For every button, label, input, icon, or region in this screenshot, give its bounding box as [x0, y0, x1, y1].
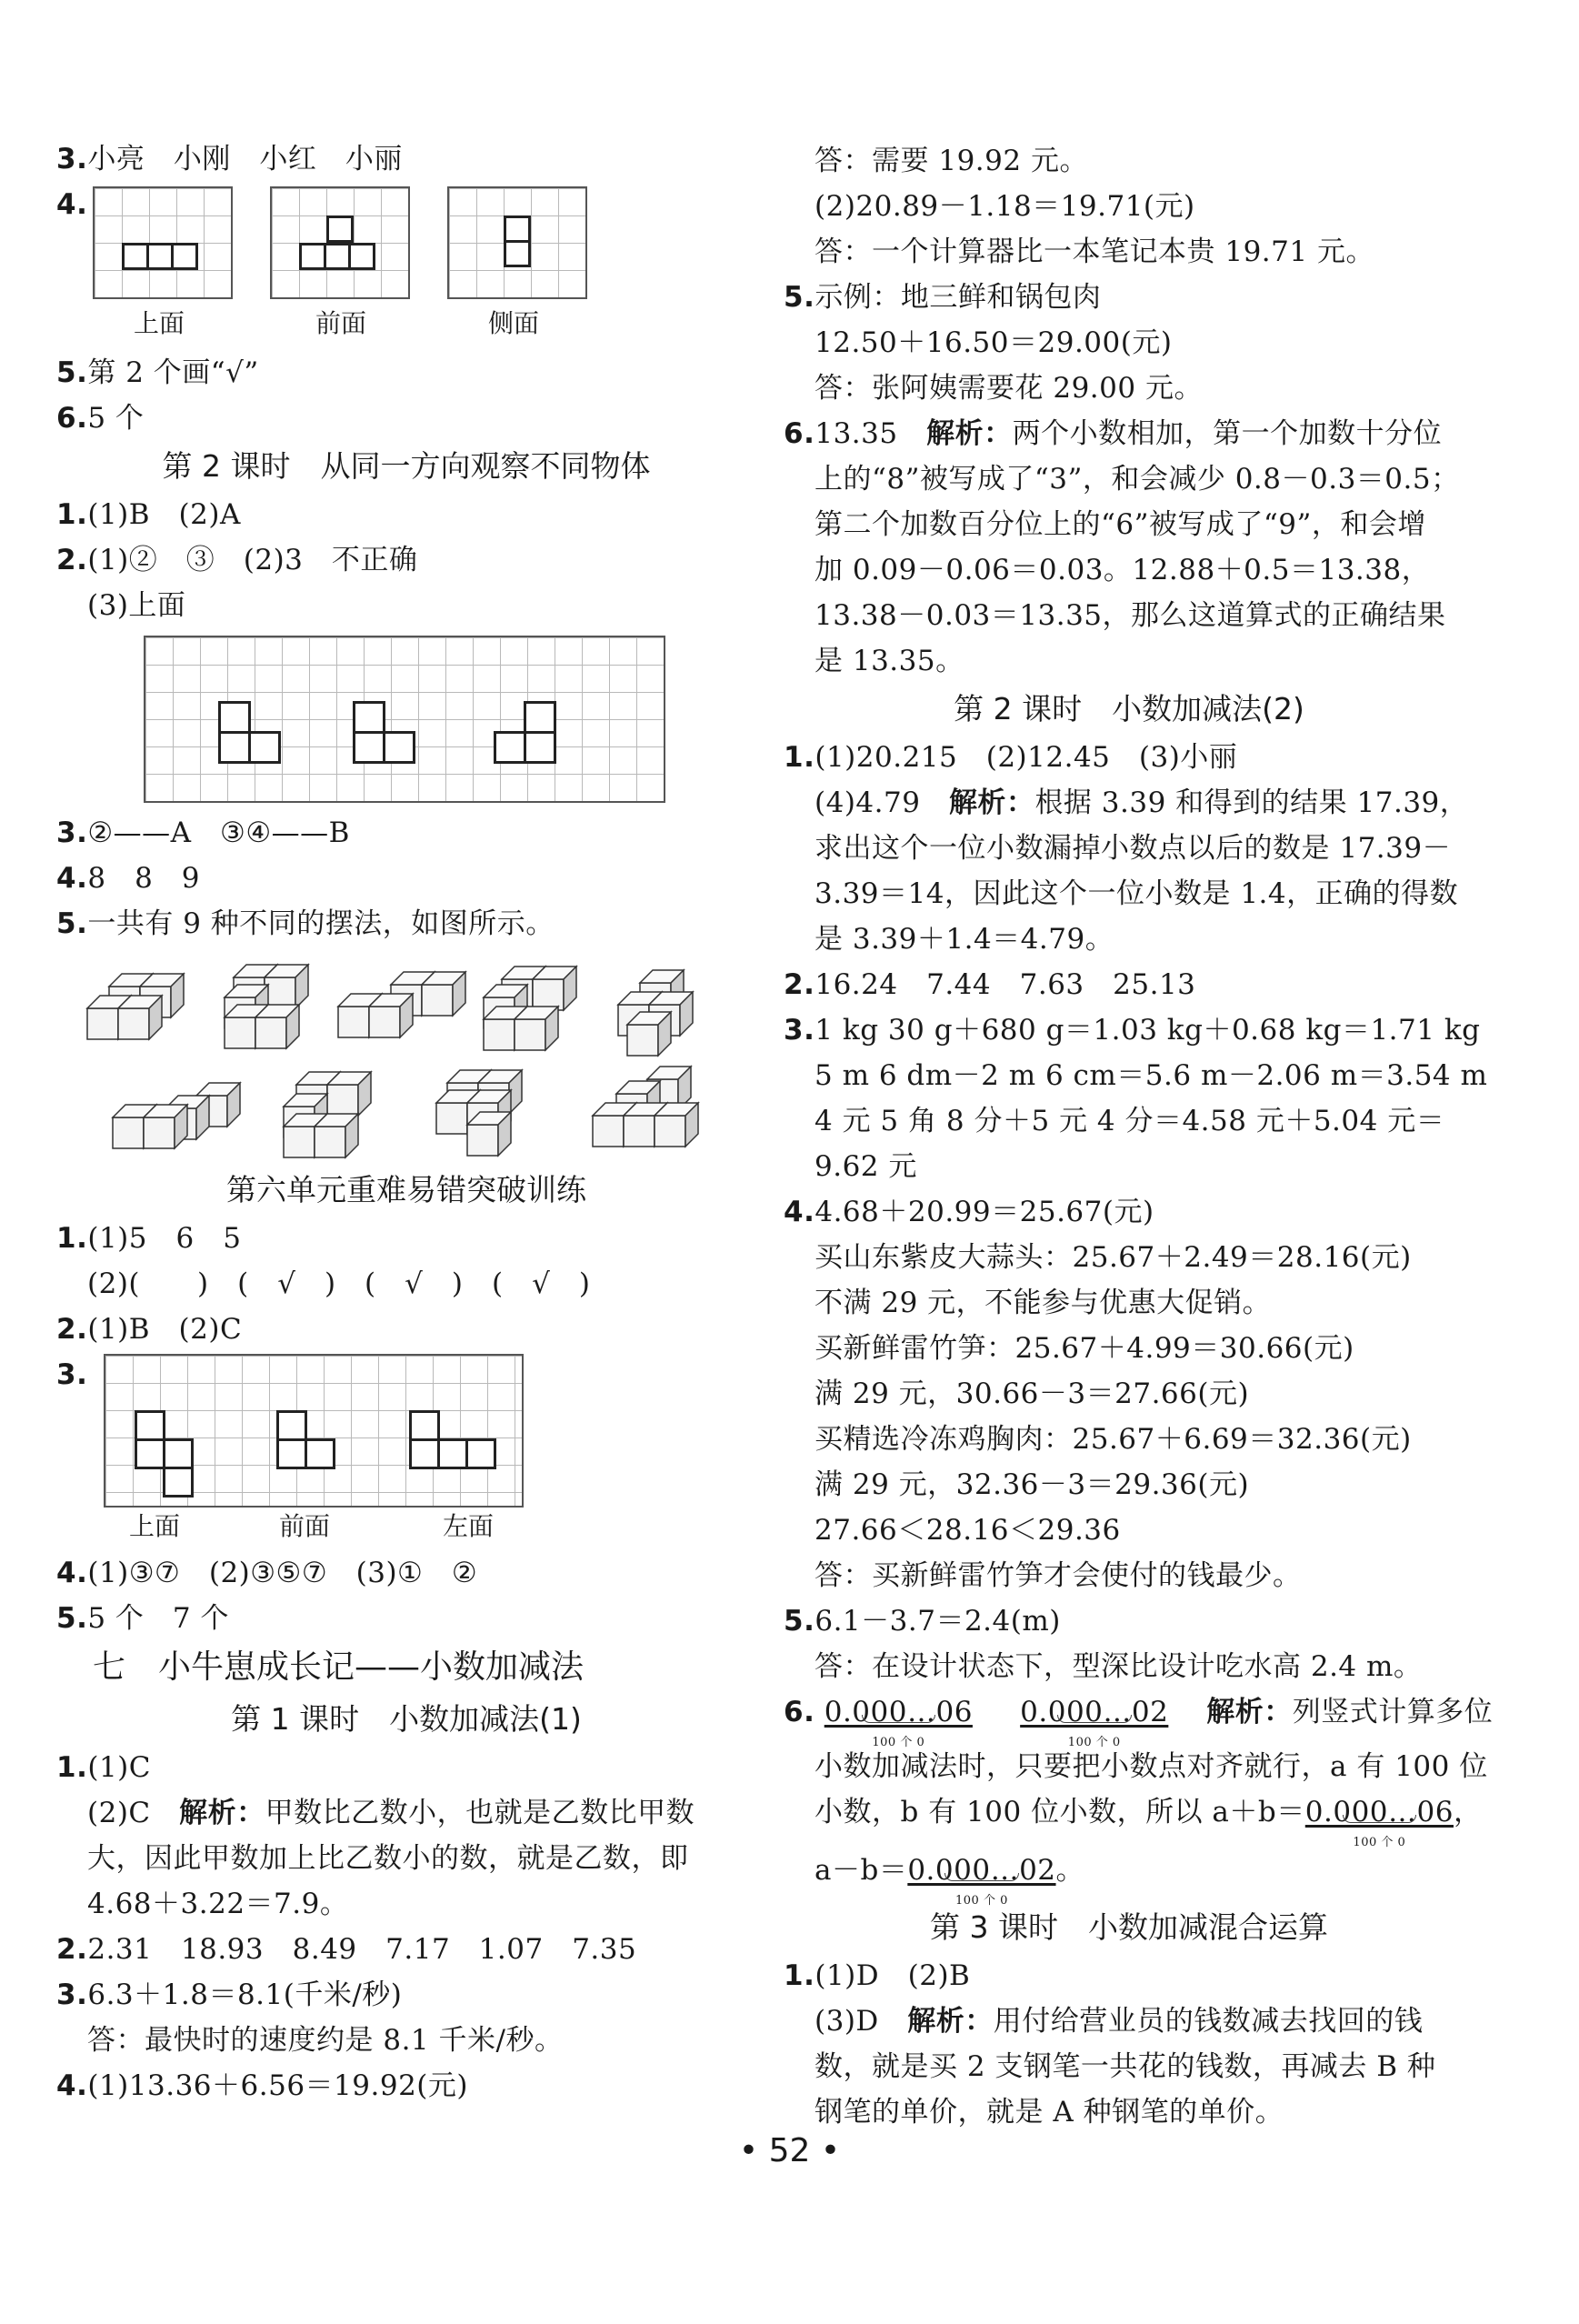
- caption: 侧面: [488, 308, 540, 338]
- answer-line: a－b＝0.000…02 100 个 0 。: [784, 1848, 1474, 1902]
- answer-line: 13.38－0.03＝13.35，那么这道算式的正确结果: [814, 599, 1446, 632]
- views-captions-3: [56, 1511, 756, 1550]
- answer-line: 第二个加数百分位上的“6”被写成了“9”，和会增: [814, 508, 1426, 541]
- section-heading: 第 3 课时 小数加减混合运算: [930, 1909, 1328, 1945]
- answer-line: 4.68＋3.22＝7.9。: [87, 1888, 349, 1920]
- arrangement-5: [618, 970, 693, 1056]
- section-heading: 第 2 课时 小数加减法(2): [954, 691, 1304, 726]
- answer-line: 1.(1)20.215 (2)12.45 (3)小丽: [784, 741, 1238, 774]
- overbrace-value: 0.000…06 100 个 0: [824, 1696, 973, 1749]
- arrangement-1: [87, 974, 184, 1039]
- answer-line: 买山东紫皮大蒜头：25.67＋2.49＝28.16(元): [814, 1241, 1412, 1274]
- views-figure-2: [56, 628, 756, 810]
- answer-line: 6. 0.000…06 100 个 0 0.000…02 100 个 0 解析：列竖式计算多位: [784, 1689, 1474, 1744]
- answer-line: 1.(1)D (2)B: [784, 1959, 971, 1992]
- answer-line: 是 3.39＋1.4＝4.79。: [814, 923, 1114, 956]
- answer-line: (3)上面: [87, 589, 186, 622]
- answer-line: 买精选冷冻鸡胸肉：25.67＋6.69＝32.36(元): [814, 1423, 1412, 1456]
- arrangement-3: [338, 972, 465, 1037]
- answer-line: 1.(1)C: [56, 1751, 151, 1784]
- answer-line: 加 0.09－0.06＝0.03。12.88＋0.5＝13.38，: [814, 554, 1431, 586]
- answer-line: (3)D 解析：用付给营业员的钱数减去找回的钱: [814, 2005, 1424, 2038]
- left-column: [56, 136, 756, 2109]
- answer-line: (2)( ) ( √ ) ( √ ) ( √ ): [87, 1267, 591, 1300]
- cube-arrangements-drawing: [56, 947, 747, 1165]
- answer-line: (4)4.79 解析：根据 3.39 和得到的结果 17.39，: [814, 786, 1469, 819]
- overbrace-value: 0.000…02 100 个 0: [1020, 1696, 1169, 1749]
- answer-line: 2.(1)B (2)C: [56, 1313, 243, 1346]
- grid-top-view: [93, 186, 233, 299]
- answer-line: 5.5 个 7 个: [56, 1602, 230, 1635]
- answer-line: 小数加减法时，只要把小数点对齐就行，a 有 100 位: [814, 1750, 1488, 1783]
- views-figure-1: [56, 186, 756, 309]
- overbrace-value: 0.000…02 100 个 0: [907, 1854, 1056, 1908]
- answer-line: 3.1 kg 30 g＋680 g＝1.03 kg＋0.68 kg＝1.71 kg: [784, 1014, 1481, 1047]
- grid-top-views: [144, 636, 665, 803]
- answer-line: 3.小亮 小刚 小红 小丽: [56, 143, 403, 175]
- caption: 前面: [315, 308, 367, 338]
- answer-line: 6.5 个: [56, 402, 145, 435]
- section-heading: 第六单元重难易错突破训练: [226, 1172, 586, 1207]
- answer-line: 2.16.24 7.44 7.63 25.13: [784, 968, 1196, 1001]
- caption: 左面: [443, 1511, 495, 1541]
- grid-side-view: [447, 186, 587, 299]
- grid-front-view: [270, 186, 410, 299]
- answer-line: 5 m 6 dm－2 m 6 cm＝5.6 m－2.06 m＝3.54 m: [814, 1059, 1488, 1092]
- arrangement-2: [225, 965, 308, 1048]
- answer-line: 小数，b 有 100 位小数，所以 a＋b＝0.000…06 100 个 0 ，: [784, 1789, 1474, 1848]
- section-heading: 第 1 课时 小数加减法(1): [231, 1701, 582, 1737]
- answer-line: 5.一共有 9 种不同的摆法，如图所示。: [56, 907, 555, 940]
- answer-line: 满 29 元，32.36－3＝29.36(元): [814, 1468, 1250, 1501]
- answer-line: (2)20.89－1.18＝19.71(元): [814, 190, 1195, 223]
- answer-line: 2.(1)② ③ (2)3 不正确: [56, 544, 418, 576]
- caption: 上面: [129, 1511, 181, 1541]
- answer-line: 4.8 8 9: [56, 862, 201, 895]
- arrangement-8: [436, 1070, 522, 1156]
- answer-line: 答：需要 19.92 元。: [814, 145, 1088, 177]
- page-number: • 52 •: [738, 2132, 841, 2169]
- answer-line: 答：在设计状态下，型深比设计吃水高 2.4 m。: [814, 1650, 1423, 1683]
- answer-line: 3.6.3＋1.8＝8.1(千米/秒): [56, 1978, 403, 2011]
- answer-line: 1.(1)5 6 5: [56, 1222, 242, 1255]
- grid-three-views: [104, 1354, 524, 1508]
- answer-line: 答：买新鲜雷竹笋才会使付的钱最少。: [814, 1559, 1302, 1592]
- answer-line: 5.第 2 个画“√”: [56, 356, 259, 389]
- answer-line: 3.39＝14，因此这个一位小数是 1.4，正确的得数: [814, 877, 1459, 910]
- answer-line: 4 元 5 角 8 分＋5 元 4 分＝4.58 元＋5.04 元＝: [814, 1105, 1445, 1137]
- answer-line: 27.66＜28.16＜29.36: [814, 1514, 1121, 1547]
- arrangement-6: [113, 1083, 240, 1148]
- answer-line: 满 29 元，30.66－3＝27.66(元): [814, 1377, 1250, 1410]
- answer-line: 答：张阿姨需要花 29.00 元。: [814, 372, 1203, 405]
- caption: 前面: [279, 1511, 331, 1541]
- answer-line: 买新鲜雷竹笋：25.67＋4.99＝30.66(元): [814, 1332, 1354, 1365]
- section-heading: 第 2 课时 从同一方向观察不同物体: [162, 448, 651, 484]
- answer-line: 求出这个一位小数漏掉小数点以后的数是 17.39－: [814, 832, 1452, 865]
- arrangement-4: [484, 967, 576, 1050]
- answer-line: 答：一个计算器比一本笔记本贵 19.71 元。: [814, 235, 1374, 268]
- views-figure-3: [56, 1354, 756, 1518]
- answer-line: 数，就是买 2 支钢笔一共花的钱数，再减去 B 种: [814, 2050, 1436, 2083]
- answer-line: 4.: [56, 188, 88, 221]
- answer-line: 3.②——A ③④——B: [56, 816, 350, 849]
- right-column: [784, 138, 1494, 2135]
- answer-line: 上的“8”被写成了“3”，和会减少 0.8－0.3＝0.5；: [814, 463, 1460, 496]
- answer-line: 6.13.35 解析：两个小数相加，第一个加数十分位: [784, 417, 1443, 450]
- answer-line: 2.2.31 18.93 8.49 7.17 1.07 7.35: [56, 1933, 637, 1966]
- answer-line: 4.(1)13.36＋6.56＝19.92(元): [56, 2069, 468, 2102]
- cube-arrangements-figure: [56, 947, 756, 1165]
- answer-line: 1.(1)B (2)A: [56, 498, 241, 531]
- answer-line: 5.示例：地三鲜和锅包肉: [784, 281, 1102, 314]
- answer-line: 不满 29 元，不能参与优惠大促销。: [814, 1287, 1272, 1319]
- views-captions-1: [56, 309, 756, 350]
- answer-line: 4.4.68＋20.99＝25.67(元): [784, 1196, 1154, 1228]
- overbrace-value: 0.000…06 100 个 0: [1304, 1796, 1454, 1849]
- answer-line: 大，因此甲数加上比乙数小的数，就是乙数，即: [87, 1842, 689, 1875]
- arrangement-9: [593, 1067, 698, 1147]
- answer-line: 5.6.1－3.7＝2.4(m): [784, 1605, 1061, 1638]
- answer-line: 是 13.35。: [814, 645, 964, 677]
- arrangement-7: [284, 1072, 371, 1157]
- answer-line: (2)C 解析：甲数比乙数小，也就是乙数比甲数: [87, 1797, 695, 1829]
- answer-line: 3.: [56, 1358, 88, 1391]
- answer-line: 12.50＋16.50＝29.00(元): [814, 326, 1173, 359]
- answer-line: 4.(1)③⑦ (2)③⑤⑦ (3)① ②: [56, 1557, 478, 1589]
- answer-line: 答：最快时的速度约是 8.1 千米/秒。: [87, 2024, 564, 2057]
- answer-line: 9.62 元: [814, 1150, 917, 1183]
- answer-line: 钢笔的单价，就是 A 种钢笔的单价。: [814, 2096, 1284, 2129]
- chapter-heading: 七 小牛崽成长记——小数加减法: [93, 1648, 585, 1686]
- caption: 上面: [134, 308, 185, 338]
